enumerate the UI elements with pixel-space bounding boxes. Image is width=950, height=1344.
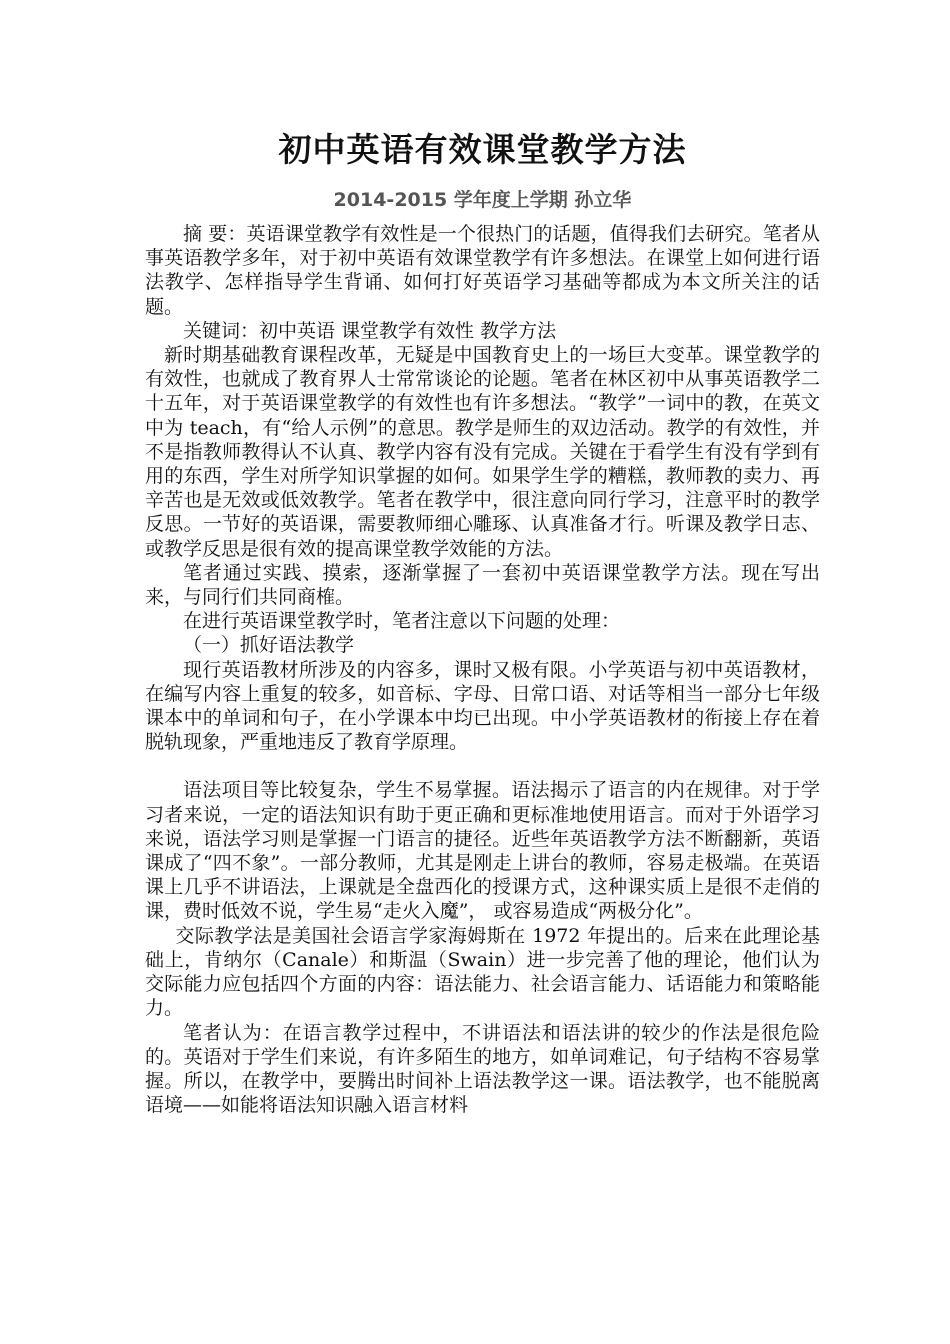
body-paragraph: 交际教学法是美国社会语言学家海姆斯在 1972 年提出的。后来在此理论基础上，肯纳尔（Canale）和斯温（Swain）进一步完善了他的理论，他们认为交际能力应包括四个方面的内容：语法能力、社会语言能力、话语能力和策略能力。 (145, 924, 820, 1020)
abstract-paragraph: 摘 要：英语课堂教学有效性是一个很热门的话题，值得我们去研究。笔者从事英语教学多年，对于初中英语有效课堂教学有许多想法。在课堂上如何进行语法教学、怎样指导学生背诵、如何打好英语学习基础等都成为本文所关注的话题。 (145, 223, 820, 318)
section-heading: （一）抓好语法教学 (183, 634, 355, 657)
body-paragraph: 笔者通过实践、摸索，逐渐掌握了一套初中英语课堂教学方法。现在写出来，与同行们共同商榷。 (145, 561, 820, 609)
document-subtitle: 2014-2015 学年度上学期 孙立华 (333, 189, 632, 211)
body-paragraph: 语法项目等比较复杂，学生不易掌握。语法揭示了语言的内在规律。对于学习者来说，一定的语法知识有助于更正确和更标准地使用语言。而对于外语学习来说，语法学习则是掌握一门语言的捷径。近些年英语教学方法不断翻新，英语课成了“四不象”。一部分教师，尤其是刚走上讲台的教师，容易走极端。在英语课上几乎不讲语法，上课就是全盘西化的授课方式，这种课实质上是很不走俏的课，费时低效不说，学生易“走火入魔”， 或容易造成“两极分化”。 (145, 779, 820, 923)
document-title: 初中英语有效课堂教学方法 (278, 130, 687, 169)
body-paragraph: 在进行英语课堂教学时，笔者注意以下问题的处理： (183, 610, 621, 633)
keywords-paragraph: 关键词：初中英语 课堂教学有效性 教学方法 (183, 319, 557, 342)
body-paragraph: 笔者认为：在语言教学过程中，不讲语法和语法讲的较少的作法是很危险的。英语对于学生们来说，有许多陌生的地方，如单词难记，句子结构不容易掌握。所以，在教学中，要腾出时间补上语法教学这一课。语法教学，也不能脱离语境——如能将语法知识融入语言材料 (145, 1021, 820, 1117)
body-paragraph: 现行英语教材所涉及的内容多，课时又极有限。小学英语与初中英语教材，在编写内容上重复的较多，如音标、字母、日常口语、对话等相当一部分七年级课本中的单词和句子，在小学课本中均已出现。中小学英语教材的衔接上存在着脱轨现象，严重地违反了教育学原理。 (145, 658, 820, 754)
body-paragraph: 新时期基础教育课程改革，无疑是中国教育史上的一场巨大变革。课堂教学的有效性，也就成了教育界人士常常谈论的论题。笔者在林区初中从事英语教学二十五年，对于英语课堂教学的有效性也有许多想法。“教学”一词中的教，在英文中为 teach，有“给人示例”的意思。教学是师生的双边活动。教学的有效性，并不是指教师教得认不认真、教学内容有没有完成。关键在于看学生有没有学到有用的东西，学生对所学知识掌握的如何。如果学生学的糟糕，教师教的卖力、再辛苦也是无效或低效教学。笔者在教学中，很注意向同行学习，注意平时的教学反思。一节好的英语课，需要教师细心雕琢、认真准备才行。听课及教学日志、或教学反思是很有效的提高课堂教学效能的方法。 (145, 344, 820, 560)
document-page (145, 124, 820, 1117)
